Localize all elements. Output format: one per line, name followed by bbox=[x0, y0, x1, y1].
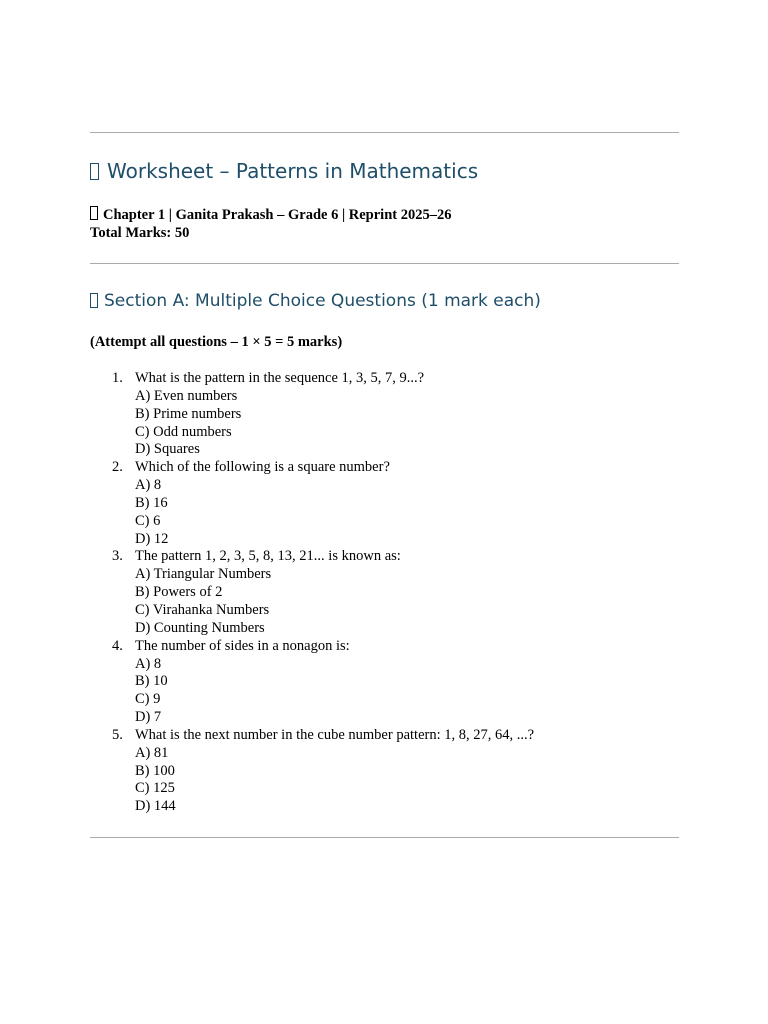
question-number: 3. bbox=[112, 548, 123, 565]
question-text: Which of the following is a square number? bbox=[135, 459, 390, 476]
question-number: 5. bbox=[112, 726, 123, 743]
answer-option: A) Triangular Numbers bbox=[135, 566, 272, 583]
answer-option: C) Virahanka Numbers bbox=[135, 601, 270, 618]
answer-option: A) Even numbers bbox=[135, 387, 238, 404]
question-item bbox=[90, 727, 534, 816]
question-number: 2. bbox=[112, 459, 123, 476]
answer-option: C) Odd numbers bbox=[135, 423, 232, 440]
question-text: The pattern 1, 2, 3, 5, 8, 13, 21... is known as: bbox=[135, 548, 401, 565]
answer-option: B) Prime numbers bbox=[135, 405, 242, 422]
answer-option: A) 8 bbox=[135, 477, 162, 494]
section-title bbox=[90, 291, 541, 311]
chapter-line bbox=[90, 206, 451, 224]
answer-option: B) 16 bbox=[135, 494, 168, 511]
section-title-text: Section A: Multiple Choice Questions (1 mark each) bbox=[104, 291, 541, 311]
question-list bbox=[90, 370, 534, 816]
missing-glyph-icon bbox=[90, 206, 98, 220]
divider-bottom bbox=[90, 837, 679, 838]
answer-option: C) 125 bbox=[135, 780, 175, 797]
answer-option: C) 6 bbox=[135, 512, 161, 529]
question-text: What is the next number in the cube number pattern: 1, 8, 27, 64, ...? bbox=[135, 726, 535, 743]
answer-option: C) 9 bbox=[135, 691, 161, 708]
question-item bbox=[90, 638, 534, 727]
worksheet-title bbox=[90, 159, 478, 183]
question-text: The number of sides in a nonagon is: bbox=[135, 637, 350, 654]
answer-option: D) 144 bbox=[135, 798, 176, 815]
answer-option: D) Squares bbox=[135, 441, 200, 458]
answer-option: B) 100 bbox=[135, 762, 175, 779]
divider-middle bbox=[90, 263, 679, 264]
question-number: 1. bbox=[112, 370, 123, 386]
answer-option: B) Powers of 2 bbox=[135, 584, 223, 601]
missing-glyph-icon bbox=[90, 293, 98, 308]
question-text: What is the pattern in the sequence 1, 3, 5, 7, 9...? bbox=[135, 370, 425, 386]
chapter-line-text: Chapter 1 | Ganita Prakash – Grade 6 | Reprint 2025–26 bbox=[103, 207, 452, 223]
answer-option: A) 8 bbox=[135, 655, 162, 672]
worksheet-meta bbox=[90, 206, 451, 242]
total-marks: Total Marks: 50 bbox=[90, 225, 190, 241]
answer-option: A) 81 bbox=[135, 744, 169, 761]
question-item bbox=[90, 370, 534, 459]
answer-option: D) 12 bbox=[135, 530, 169, 547]
answer-option: B) 10 bbox=[135, 673, 168, 690]
question-item bbox=[90, 548, 534, 637]
divider-top bbox=[90, 132, 679, 133]
answer-option: D) Counting Numbers bbox=[135, 619, 265, 636]
worksheet-title-text: Worksheet – Patterns in Mathematics bbox=[107, 159, 479, 183]
missing-glyph-icon bbox=[90, 163, 99, 180]
section-instructions: (Attempt all questions – 1 × 5 = 5 marks) bbox=[90, 334, 343, 350]
question-number: 4. bbox=[112, 637, 123, 654]
answer-option: D) 7 bbox=[135, 709, 162, 726]
question-item bbox=[90, 459, 534, 548]
